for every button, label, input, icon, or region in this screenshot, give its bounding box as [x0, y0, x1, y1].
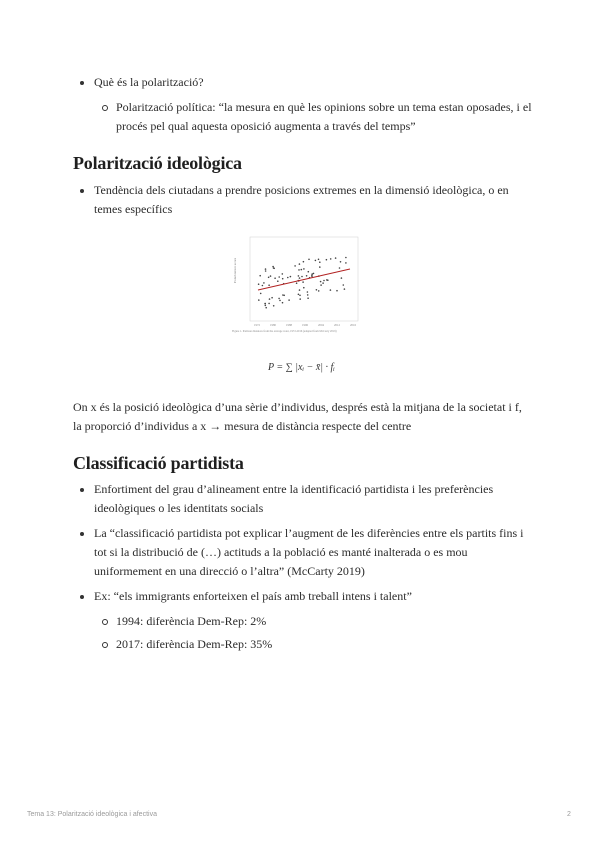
scatter-point — [258, 283, 260, 285]
subbullet-definition — [116, 98, 536, 136]
scatter-point — [290, 276, 292, 278]
scatter-point — [294, 265, 296, 267]
bullet-ring — [102, 619, 108, 625]
bullet-dot — [80, 532, 84, 536]
scatter-point — [278, 298, 280, 300]
bullet-text: Ex: “els immigrants enforteixen el país amb treball intens i talent” — [94, 589, 412, 603]
bullet-text: Enfortiment del grau d’alineament entre la identificació partidista i les preferències ideològiques o les identitats socials — [94, 482, 494, 515]
scatter-point — [306, 275, 308, 277]
scatter-point — [341, 277, 343, 279]
subbullet-1994 — [116, 612, 516, 631]
x-tick-label: 1996 — [302, 323, 308, 327]
scatter-point — [274, 277, 276, 279]
x-tick-label: 2016 — [350, 323, 356, 327]
bullet-text: Polarització política: “la mesura en què les opinions sobre un tema estan oposades, i el procés pel qual aquesta oposició augmenta a través del temps” — [116, 100, 532, 133]
scatter-point — [258, 299, 260, 301]
scatter-point — [313, 273, 315, 275]
scatter-point — [268, 284, 270, 286]
bullet-ring — [102, 105, 108, 111]
x-tick-label: 2012 — [334, 323, 340, 327]
scatter-point — [316, 289, 318, 291]
scatter-point — [322, 282, 324, 284]
bullet-dot — [80, 81, 84, 85]
scatter-point — [265, 307, 267, 309]
x-ticks — [254, 323, 357, 327]
scatter-point — [287, 277, 289, 279]
bullet-text: La “classificació partidista pot explicar l’augment de les diferències entre els partits fins i tot si la distribució de (…) actituds a la població es manté inalterada o es mou uniformement en una direcció o l’altra” (McCarty 2019) — [94, 526, 524, 578]
scatter-point — [311, 276, 313, 278]
bullet-ring — [102, 642, 108, 648]
polarization-formula: P = ∑ |xᵢ − x̄| · fᵢ — [268, 362, 335, 373]
scatter-point — [326, 279, 328, 281]
y-axis-label: Polarization score — [233, 257, 237, 283]
x-tick-label: 1972 — [254, 323, 260, 327]
scatter-point — [308, 259, 310, 261]
scatter-point — [303, 287, 305, 289]
scatter-point — [330, 258, 332, 260]
scatter-point — [265, 270, 267, 272]
scatter-point — [273, 267, 275, 269]
explanation-line-1: On x és la posició ideològica d’una sèrie d’individus, després està la mitjana de la societat i f, — [73, 400, 522, 414]
bullet-text: 2017: diferència Dem-Rep: 35% — [116, 637, 273, 651]
scatter-point — [326, 259, 328, 261]
scatter-point — [273, 305, 275, 307]
scatter-point — [343, 284, 345, 286]
scatter-point — [298, 269, 300, 271]
scatter-point — [265, 268, 267, 270]
scatter-point — [320, 284, 322, 286]
bullet-example — [94, 587, 534, 606]
scatter-point — [265, 305, 267, 307]
bullet-text: 1994: diferència Dem-Rep: 2% — [116, 614, 267, 628]
scatter-point — [303, 261, 305, 263]
explanation-line-2: la proporció d’individus a x → mesura de distància respecte del centre — [73, 419, 412, 433]
scatter-point — [262, 285, 264, 287]
bullet-dot — [80, 189, 84, 193]
section-title-partisan: Classificació partidista — [73, 453, 244, 473]
scatter-point — [259, 275, 261, 277]
x-tick-label: 1980 — [270, 323, 276, 327]
bullet-text: Què és la polarització? — [94, 75, 204, 89]
scatter-point — [277, 280, 279, 282]
figure-caption: Figure 1. Partisan distances from the average voter, 1972-2016 (adapted from McCarty 2019) — [232, 330, 337, 333]
scatter-point — [302, 281, 304, 283]
x-tick-label: 1988 — [286, 323, 292, 327]
subbullet-2017 — [116, 635, 516, 654]
scatter-point — [315, 260, 317, 262]
scatter-point — [307, 294, 309, 296]
bullet-dot — [80, 595, 84, 599]
scatter-point — [268, 303, 270, 305]
scatter-point — [301, 269, 303, 271]
scatter-point — [307, 291, 309, 293]
scatter-point — [318, 290, 320, 292]
scatter-point — [307, 297, 309, 299]
scatter-point — [335, 257, 337, 259]
scatter-point — [299, 277, 301, 279]
scatter-point — [319, 266, 321, 268]
bullet-sorting-quote — [94, 524, 534, 581]
scatter-point — [330, 289, 332, 291]
scatter-point — [303, 268, 305, 270]
x-tick-label: 2004 — [318, 323, 324, 327]
scatter-point — [336, 290, 338, 292]
scatter-point — [299, 295, 301, 297]
scatter-point — [345, 262, 347, 264]
scatter-point — [271, 297, 273, 299]
scatter-point — [288, 299, 290, 301]
scatter-point — [270, 275, 272, 277]
scatter-point — [299, 298, 301, 300]
scatter-point — [264, 303, 266, 305]
scatter-point — [269, 298, 271, 300]
footer-page-number: 2 — [567, 811, 571, 818]
footer-title: Tema 13: Polarització ideològica i afectiva — [27, 811, 157, 818]
scatter-point — [282, 294, 284, 296]
bullet-tendency — [94, 181, 539, 219]
scatter-point — [345, 257, 347, 259]
scatter-point — [272, 266, 274, 268]
scatter-point — [298, 294, 300, 296]
scatter-point — [318, 259, 320, 261]
scatter-point — [260, 293, 262, 295]
scatter-point — [340, 261, 342, 263]
scatter-point — [308, 271, 310, 273]
scatter-point — [279, 300, 281, 302]
scatter-point — [282, 278, 284, 280]
scatter-point — [323, 280, 325, 282]
scatter-point — [282, 273, 284, 275]
scatter-point — [263, 282, 265, 284]
scatter-point — [268, 277, 270, 279]
scatter-point — [320, 281, 322, 283]
scatter-point — [299, 263, 301, 265]
scatter-point — [298, 275, 300, 277]
scatter-point — [344, 288, 346, 290]
scatter-point — [339, 267, 341, 269]
bullet-dot — [80, 488, 84, 492]
scatter-point — [299, 289, 301, 291]
bullet-text: Tendència dels ciutadans a prendre posicions extremes en la dimensió ideològica, o en temes específics — [94, 183, 509, 216]
scatter-point — [296, 282, 298, 284]
scatter-point — [301, 276, 303, 278]
section-title-ideological: Polarització ideològica — [73, 153, 242, 173]
scatter-point — [278, 276, 280, 278]
scatter-point — [319, 261, 321, 263]
bullet-what-is — [94, 73, 554, 92]
bullet-alignment — [94, 480, 534, 518]
scatter-figure — [228, 235, 374, 345]
scatter-point — [282, 302, 284, 304]
